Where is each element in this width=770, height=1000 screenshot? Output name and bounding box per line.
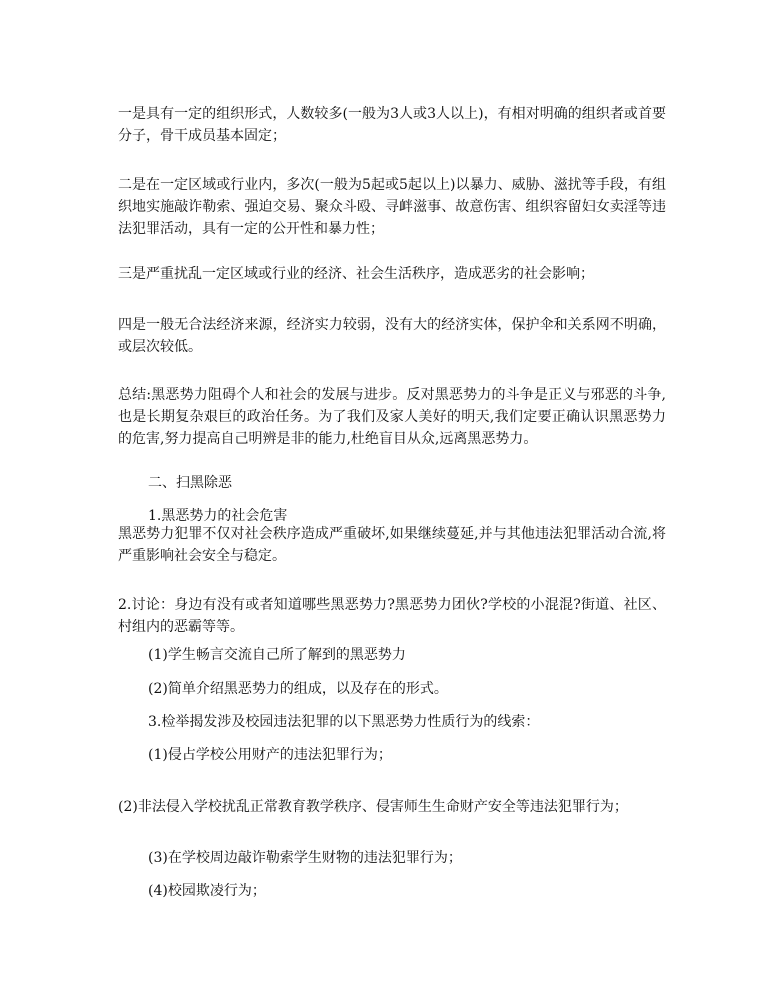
paragraph-feature-two: 二是在一定区域或行业内，多次(一般为5起或5起以上)以暴力、威胁、滋扰等手段，有组织地实施敲诈勒索、强迫交易、聚众斗殴、寻衅滋事、故意伤害、组织容留妇女卖淫等违法犯罪活动，具有一定的公开性和暴力性； (118, 177, 666, 237)
subheading-social-harm: 1.黑恶势力的社会危害 (148, 508, 288, 524)
clue-item-1: (1)侵占学校公用财产的违法犯罪行为； (148, 747, 392, 763)
clue-item-3: (3)在学校周边敲诈勒索学生财物的违法犯罪行为； (148, 850, 462, 866)
paragraph-discussion: 2.讨论：身边有没有或者知道哪些黑恶势力?黑恶势力团伙?学校的小混混?街道、社区、村组内的恶霸等等。 (118, 597, 666, 635)
clue-item-4: (4)校园欺凌行为； (148, 883, 266, 899)
paragraph-summary: 总结:黑恶势力阻碍个人和社会的发展与进步。反对黑恶势力的斗争是正义与邪恶的斗争,也是长期复杂艰巨的政治任务。为了我们及家人美好的明天,我们定要正确认识黑恶势力的危害,努力提高自己明辨是非的能力,杜绝盲目从众,远离黑恶势力。 (118, 387, 666, 447)
list-item-2: (2)简单介绍黑恶势力的组成，以及存在的形式。 (148, 681, 448, 697)
paragraph-feature-three: 三是严重扰乱一定区域或行业的经济、社会生活秩序，造成恶劣的社会影响； (118, 266, 594, 282)
section-heading: 二、扫黑除恶 (148, 475, 232, 491)
paragraph-report-clues: 3.检举揭发涉及校园违法犯罪的以下黑恶势力性质行为的线索： (148, 714, 540, 730)
paragraph-feature-one: 一是具有一定的组织形式，人数较多(一般为3人或3人以上)，有相对明确的组织者或首要分子，骨干成员基本固定； (118, 106, 666, 144)
clue-item-2: (2)非法侵入学校扰乱正常教育教学秩序、侵害师生生命财产安全等违法犯罪行为； (118, 799, 628, 815)
list-item-1: (1)学生畅言交流自己所了解到的黑恶势力 (148, 647, 406, 663)
paragraph-feature-four: 四是一般无合法经济来源，经济实力较弱，没有大的经济实体，保护伞和关系网不明确，或层次较低。 (118, 317, 666, 355)
paragraph-social-harm: 黑恶势力犯罪不仅对社会秩序造成严重破坏,如果继续蔓延,并与其他违法犯罪活动合流,将严重影响社会安全与稳定。 (118, 526, 666, 564)
